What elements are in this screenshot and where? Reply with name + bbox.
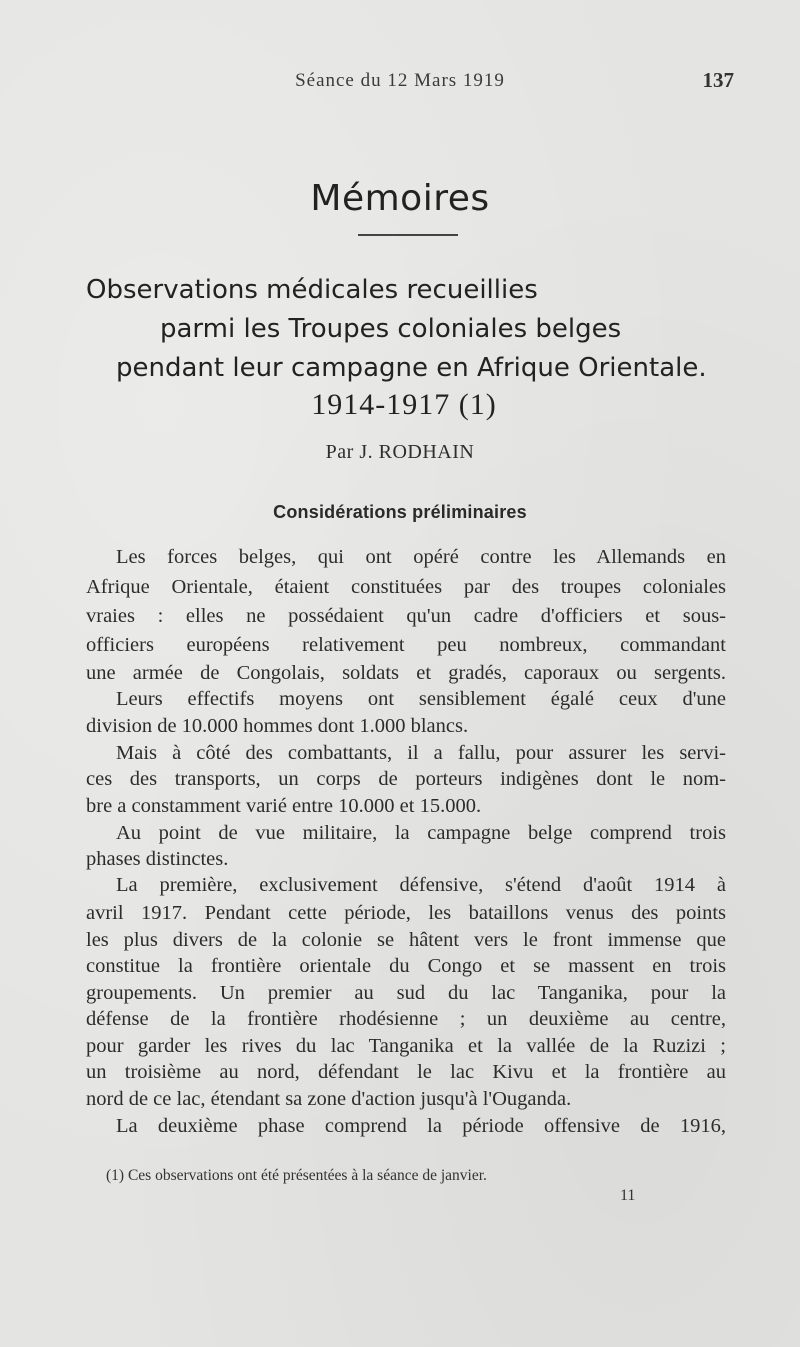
body-line: Afrique Orientale, étaient constituées par des troupes coloniales xyxy=(86,576,726,598)
body-line: Mais à côté des combattants, il a fallu, pour assurer les servi- xyxy=(116,742,726,764)
title-rule xyxy=(358,234,458,236)
body-line: pour garder les rives du lac Tanganika et la vallée de la Ruzizi ; xyxy=(86,1035,726,1057)
page-number: 137 xyxy=(702,68,734,92)
body-line: vraies : elles ne possédaient qu'un cadre d'officiers et sous- xyxy=(86,605,726,627)
body-line: La première, exclusivement défensive, s'étend d'août 1914 à xyxy=(116,874,726,896)
body-line: division de 10.000 hommes dont 1.000 blancs. xyxy=(86,715,469,737)
body-line: avril 1917. Pendant cette période, les bataillons venus des points xyxy=(86,902,726,924)
body-line: les plus divers de la colonie se hâtent vers le front immense que xyxy=(86,929,726,951)
section-title: Mémoires xyxy=(310,178,490,219)
body-line: nord de ce lac, étendant sa zone d'action jusqu'à l'Ouganda. xyxy=(86,1088,572,1110)
body-line: ces des transports, un corps de porteurs indigènes dont le nom- xyxy=(86,768,726,790)
body-line: un troisième au nord, défendant le lac Kivu et la frontière au xyxy=(86,1061,726,1083)
body-line: La deuxième phase comprend la période offensive de 1916, xyxy=(116,1115,726,1137)
signature-mark: 11 xyxy=(620,1187,636,1204)
body-line: Au point de vue militaire, la campagne belge comprend trois xyxy=(116,822,726,844)
article-title-years: 1914-1917 (1) xyxy=(311,388,497,421)
running-head: Séance du 12 Mars 1919 xyxy=(295,70,505,91)
body-line: Leurs effectifs moyens ont sensiblement égalé ceux d'une xyxy=(116,688,726,710)
subsection-heading: Considérations préliminaires xyxy=(273,502,527,522)
article-title-line-1: Observations médicales recueillies xyxy=(86,275,538,305)
body-line: défense de la frontière rhodésienne ; un deuxième au centre, xyxy=(86,1008,726,1030)
body-line: officiers européens relativement peu nombreux, commandant xyxy=(86,634,726,656)
body-line: constitue la frontière orientale du Congo et se massent en trois xyxy=(86,955,726,977)
article-title-line-3: pendant leur campagne en Afrique Orientale. xyxy=(116,353,707,383)
author-line: Par J. RODHAIN xyxy=(325,441,475,463)
body-line: bre a constamment varié entre 10.000 et 15.000. xyxy=(86,795,482,817)
body-line: phases distinctes. xyxy=(86,848,229,870)
body-line: une armée de Congolais, soldats et gradés, caporaux ou sergents. xyxy=(86,662,726,684)
body-line: groupements. Un premier au sud du lac Tanganika, pour la xyxy=(86,982,726,1004)
body-line: Les forces belges, qui ont opéré contre les Allemands en xyxy=(116,546,726,568)
article-title-line-2: parmi les Troupes coloniales belges xyxy=(160,314,622,344)
footnote: (1) Ces observations ont été présentées à la séance de janvier. xyxy=(106,1167,487,1184)
